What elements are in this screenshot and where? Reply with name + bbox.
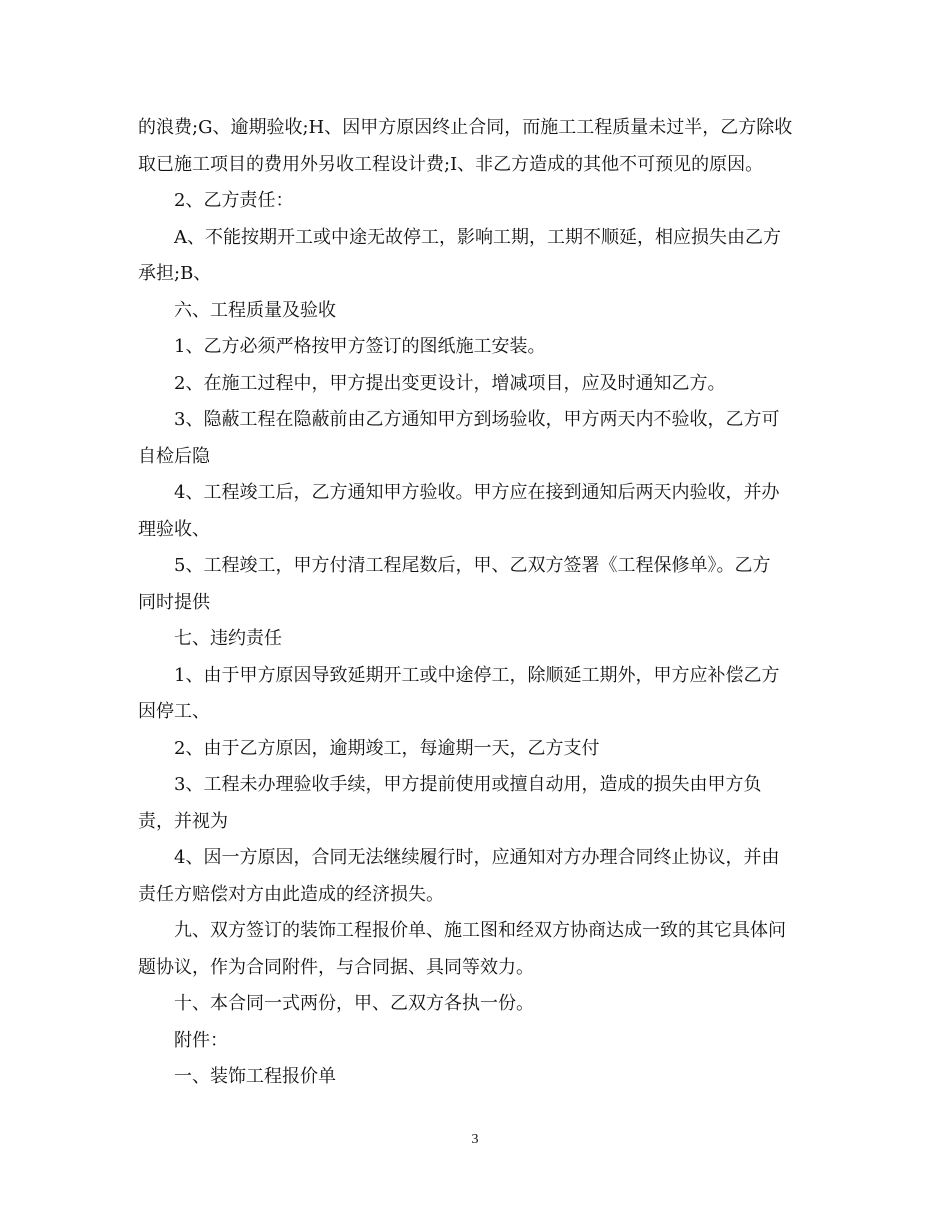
text-line: 题协议，作为合同附件，与合同据、具同等效力。	[138, 956, 534, 978]
text-line: 责，并视为	[138, 810, 228, 832]
text-line: 1、由于甲方原因导致延期开工或中途停工，除顺延工期外，甲方应补偿乙方	[174, 664, 780, 686]
text-line: 4、因一方原因，合同无法继续履行时，应通知对方办理合同终止协议，并由	[174, 847, 780, 868]
text-line: 十、本合同一式两份，甲、乙双方各执一份。	[174, 993, 534, 1014]
text-line: A、不能按期开工或中途无故停工，影响工期，工期不顺延，相应损失由乙方	[174, 226, 781, 248]
text-line: 5、工程竣工，甲方付清工程尾数后，甲、乙双方签署《工程保修单》。乙方	[174, 555, 771, 576]
text-line: 一、装饰工程报价单	[174, 1066, 336, 1087]
text-line: 承担;B、	[138, 263, 212, 284]
text-line: 理验收、	[138, 518, 210, 540]
text-line: 2、乙方责任：	[174, 190, 294, 211]
text-line: 责任方赔偿对方由此造成的经济损失。	[138, 883, 444, 905]
text-line: 六、工程质量及验收	[174, 299, 336, 321]
text-line: 取已施工项目的费用外另收工程设计费;I、非乙方造成的其他不可预见的原因。	[138, 153, 764, 175]
text-line: 九、双方签订的装饰工程报价单、施工图和经双方协商达成一致的其它具体问	[174, 920, 786, 941]
text-line: 因停工、	[138, 701, 210, 722]
page-number: 3	[471, 1132, 479, 1147]
text-line: 2、在施工过程中，甲方提出变更设计，增减项目，应及时通知乙方。	[174, 372, 726, 394]
text-line: 七、违约责任	[174, 628, 282, 649]
text-line: 2、由于乙方原因，逾期竣工，每逾期一天，乙方支付	[174, 737, 600, 759]
text-line: 的浪费;G、逾期验收;H、因甲方原因终止合同，而施工工程质量未过半，乙方除收	[138, 117, 793, 138]
text-line: 同时提供	[138, 591, 210, 613]
text-line: 自检后隐	[138, 445, 210, 467]
text-line: 3、隐蔽工程在隐蔽前由乙方通知甲方到场验收，甲方两天内不验收，乙方可	[174, 409, 780, 430]
text-line: 附件：	[174, 1029, 228, 1051]
document-body	[138, 110, 806, 1096]
text-line: 3、工程未办理验收手续，甲方提前使用或擅自动用，造成的损失由甲方负	[174, 774, 762, 795]
text-line: 1、乙方必须严格按甲方签订的图纸施工安装。	[174, 336, 546, 357]
text-line: 4、工程竣工后，乙方通知甲方验收。甲方应在接到通知后两天内验收，并办	[174, 482, 780, 503]
